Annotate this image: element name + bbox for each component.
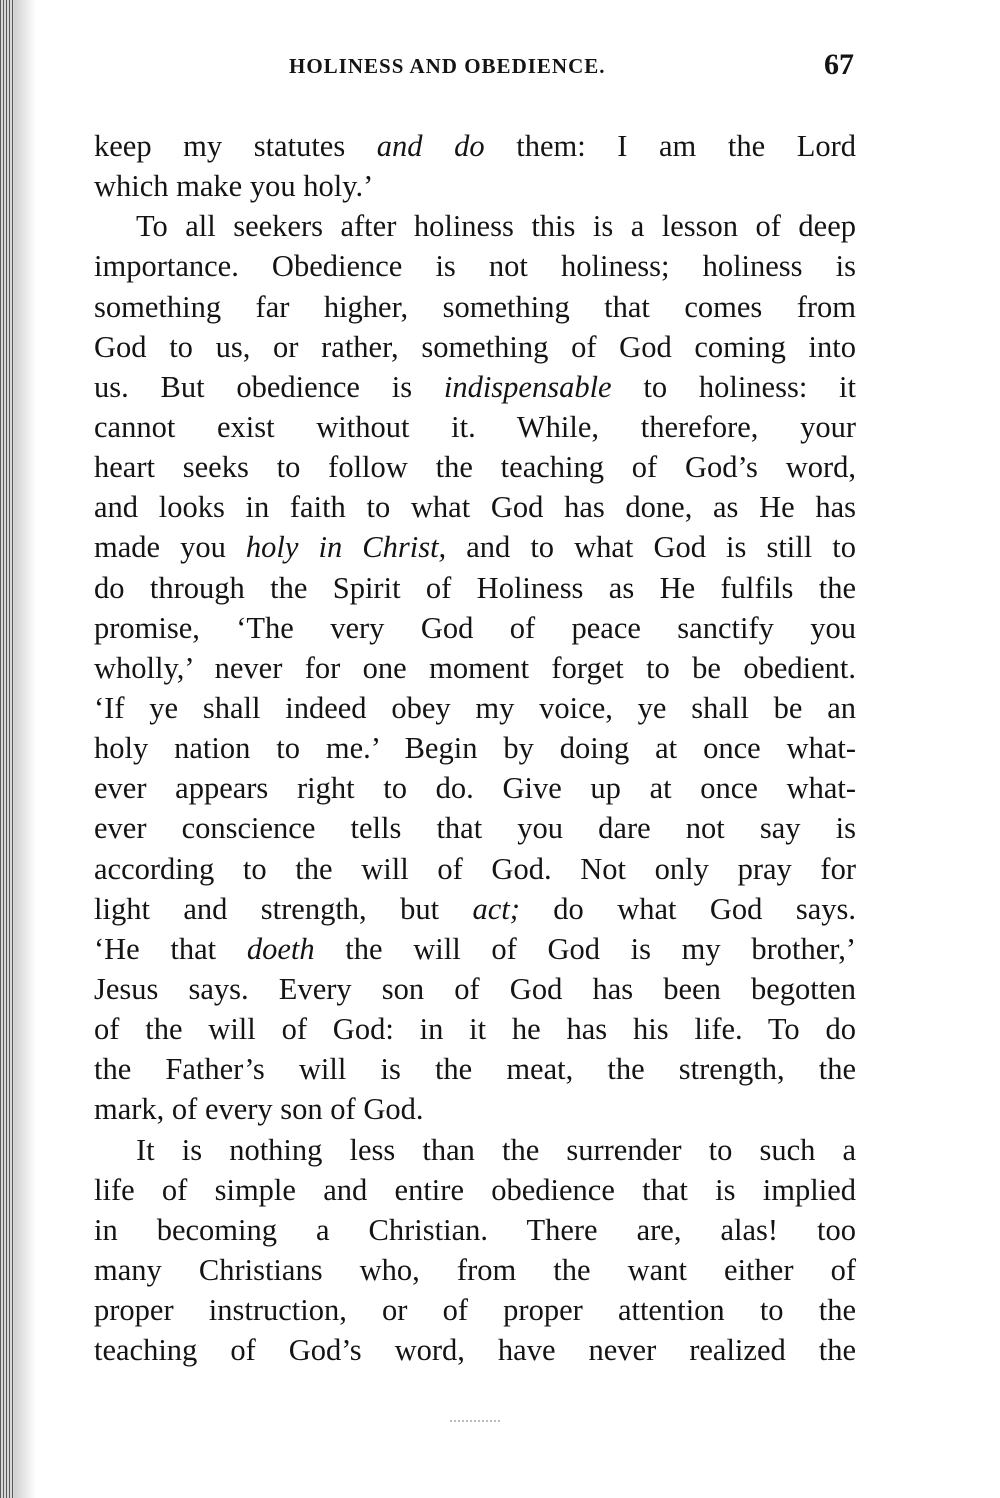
binding-gutter-gradient <box>14 0 36 1498</box>
text-segment: of the will of God: in it he has his life. To do <box>94 1012 856 1047</box>
text-line <box>94 688 856 728</box>
text-line <box>94 889 856 929</box>
text-line <box>94 367 856 407</box>
text-segment: them: I am the Lord <box>484 129 856 163</box>
text-segment: importance. Obedience is not holiness; holiness is <box>94 249 856 284</box>
text-segment: light and strength, but <box>94 891 473 926</box>
page-number: 67 <box>824 48 854 81</box>
text-segment: To all seekers after holiness this is a lesson of deep <box>136 209 856 244</box>
body-text <box>94 126 856 1370</box>
text-line <box>94 487 856 527</box>
italic-text: holy in Christ, <box>245 530 447 565</box>
text-line <box>94 1009 856 1049</box>
text-segment: God to us, or rather, something of God coming into <box>94 329 856 364</box>
text-segment: cannot exist without it. While, therefore, your <box>94 409 856 444</box>
text-line <box>94 1290 856 1330</box>
text-segment: mark, of every son of God. <box>94 1092 424 1127</box>
text-line <box>94 768 856 808</box>
text-segment: which make you holy.’ <box>94 169 374 204</box>
text-line <box>94 126 856 166</box>
text-line <box>94 166 856 206</box>
text-segment: the Father’s will is the meat, the strength, the <box>94 1052 856 1087</box>
text-segment: ‘If ye shall indeed obey my voice, ye shall be an <box>94 690 856 725</box>
italic-text: indispensable <box>443 369 612 404</box>
text-line <box>94 808 856 848</box>
text-line <box>94 447 856 487</box>
page-header <box>94 50 856 86</box>
text-segment: and looks in faith to what God has done, as He has <box>94 490 856 525</box>
text-line <box>94 1250 856 1290</box>
text-segment: It is nothing less than the surrender to such a <box>136 1132 856 1167</box>
text-segment: ever conscience tells that you dare not say is <box>94 811 856 846</box>
text-segment: many Christians who, from the want either of <box>94 1252 856 1287</box>
text-line <box>94 246 856 286</box>
text-segment: holy nation to me.’ Begin by doing at once what- <box>94 731 856 766</box>
text-line <box>94 407 856 447</box>
running-head: HOLINESS AND OBEDIENCE. <box>289 54 606 78</box>
text-segment: proper instruction, or of proper attention to the <box>94 1293 856 1328</box>
text-line <box>94 849 856 889</box>
text-segment: teaching of God’s word, have never realized the <box>94 1333 856 1368</box>
text-segment: in becoming a Christian. There are, alas! too <box>94 1212 856 1247</box>
text-line <box>94 527 856 567</box>
italic-text: and do <box>376 129 485 163</box>
text-segment: ever appears right to do. Give up at once what- <box>94 771 856 806</box>
binding-gutter-shadow <box>0 0 14 1498</box>
italic-text: act; <box>472 891 520 926</box>
text-line <box>94 728 856 768</box>
text-segment: something far higher, something that comes from <box>94 289 856 324</box>
text-line <box>94 568 856 608</box>
italic-text: doeth <box>246 931 315 966</box>
text-line <box>94 1210 856 1250</box>
text-segment: wholly,’ never for one moment forget to be obedient. <box>94 650 856 685</box>
text-line <box>94 969 856 1009</box>
text-line <box>94 608 856 648</box>
text-segment: to holiness: it <box>611 369 857 404</box>
text-line <box>94 1089 856 1129</box>
text-segment: Jesus says. Every son of God has been begotten <box>94 971 856 1006</box>
text-segment: us. But obedience is <box>94 369 444 404</box>
text-segment: heart seeks to follow the teaching of God’s word, <box>94 450 856 485</box>
text-segment: the will of God is my brother,’ <box>314 931 856 966</box>
text-segment: made you <box>94 530 246 565</box>
text-segment: according to the will of God. Not only pray for <box>94 851 856 886</box>
text-line <box>94 1049 856 1089</box>
text-line <box>94 929 856 969</box>
text-line <box>94 206 856 246</box>
text-segment: do what God says. <box>519 891 856 926</box>
print-smudge <box>450 1420 500 1424</box>
text-line <box>94 1330 856 1370</box>
text-segment: keep my statutes <box>94 129 377 163</box>
text-line <box>94 287 856 327</box>
text-segment: do through the Spirit of Holiness as He fulfils the <box>94 570 856 605</box>
text-segment: ‘He that <box>94 931 247 966</box>
text-line <box>94 327 856 367</box>
text-segment: and to what God is still to <box>446 530 856 565</box>
text-segment: life of simple and entire obedience that is implied <box>94 1172 856 1207</box>
text-line <box>94 648 856 688</box>
text-segment: promise, ‘The very God of peace sanctify you <box>94 610 856 645</box>
text-line <box>94 1130 856 1170</box>
text-line <box>94 1170 856 1210</box>
